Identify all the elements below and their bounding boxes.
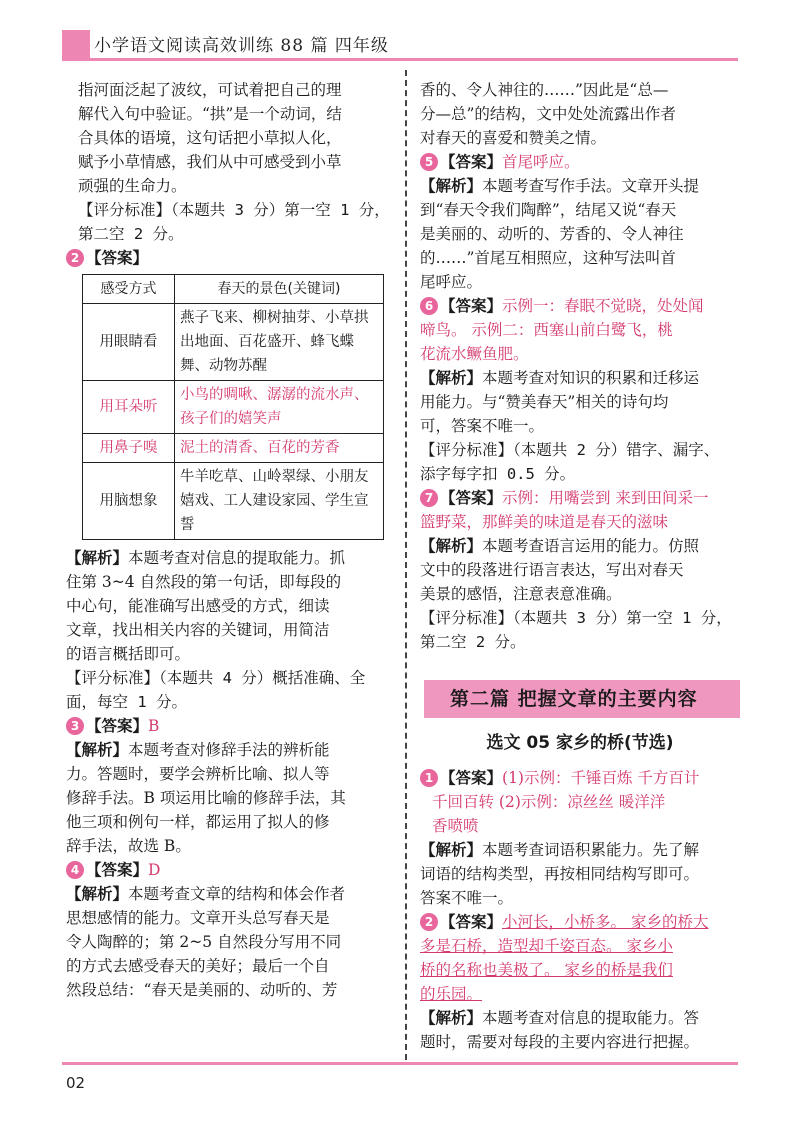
analysis-line: 辞手法，故选 B。 (66, 837, 191, 855)
analysis-line: 到“春天令我们陶醉”，结尾又说“春天 (420, 201, 677, 219)
page-header (0, 0, 800, 62)
question-number-badge: 2 (420, 913, 438, 931)
s2-analysis (420, 1006, 740, 1030)
intro-line: 合具体的语境，这句话把小草拟人化， (78, 129, 342, 147)
table-cell-scene: 牛羊吃草、山岭翠绿、小朋友嬉戏、工人建设家园、学生宣誓 (175, 463, 384, 540)
q4-continued: 分—总”的结构，文中处处流露出作者 (420, 105, 676, 123)
question-number-badge: 6 (420, 297, 438, 315)
analysis-line: 题时，需要对每段的主要内容进行把握。 (420, 1033, 700, 1051)
table-header-cell: 感受方式 (83, 275, 175, 304)
answer-label: 【答案】 (440, 296, 503, 315)
right-column (420, 78, 740, 1054)
answer-label: 【答案】 (86, 860, 149, 879)
table-cell-method: 用脑想象 (83, 463, 175, 540)
q6-analysis (420, 366, 740, 390)
analysis-line: 力。答题时，要学会辨析比喻、拟人等 (66, 765, 330, 783)
header-accent-block (62, 30, 90, 58)
question-number-badge: 3 (66, 717, 84, 735)
q1-criteria: 【评分标准】（本题共 3 分）第一空 1 分， (78, 201, 390, 219)
table-cell-scene: 燕子飞来、柳树抽芽、小草拱出地面、百花盛开、蜂飞蝶舞、动物苏醒 (175, 304, 384, 381)
question-number-badge: 4 (66, 861, 84, 879)
question-number-badge: 7 (420, 489, 438, 507)
answer-label: 【答案】 (440, 912, 503, 931)
answer-value: 示例一：春眠不觉晓，处处闻 (502, 297, 704, 315)
table-cell-method: 用耳朵听 (83, 381, 175, 434)
q6-answer (420, 294, 740, 318)
analysis-text: 本题考查对信息的提取能力。抓 (128, 549, 346, 567)
analysis-line: 词语的结构类型，再按相同结构写即可。 (420, 865, 700, 883)
analysis-label: 【解析】 (420, 840, 483, 859)
intro-line: 赋予小草情感，我们从中可感受到小草 (78, 153, 342, 171)
answer-value: 首尾呼应。 (502, 153, 580, 171)
table-cell-scene: 泥土的清香、百花的芳香 (175, 434, 384, 463)
answer-line: 啼鸟。 示例二：西塞山前白鹭飞，桃 (420, 321, 673, 339)
q3-answer (66, 714, 398, 738)
analysis-line: 他三项和例句一样，都运用了拟人的修 (66, 813, 330, 831)
q2-answer-heading (66, 246, 398, 270)
analysis-label: 【解析】 (420, 1008, 483, 1027)
analysis-line: 的方式去感受春天的美好；最后一个自 (66, 957, 330, 975)
answer-label: 【答案】 (440, 152, 503, 171)
answer-label: 【答案】 (86, 716, 149, 735)
analysis-label: 【解析】 (420, 176, 483, 195)
q5-answer (420, 150, 740, 174)
q7-answer (420, 486, 740, 510)
section-title-bar: 第二篇 把握文章的主要内容 (424, 680, 740, 718)
question-number-badge: 5 (420, 153, 438, 171)
s1-analysis (420, 838, 740, 862)
analysis-line: 是美丽的、动听的、芳香的、令人神往 (420, 225, 684, 243)
table-header-cell: 春天的景色(关键词) (175, 275, 384, 304)
analysis-text: 本题考查对修辞手法的辨析能 (128, 741, 330, 759)
page-number: 02 (66, 1074, 86, 1092)
q3-analysis (66, 738, 398, 762)
analysis-line: 的……”首尾互相照应，这种写法叫首 (420, 249, 676, 267)
answer-label: 【答案】 (440, 768, 503, 787)
answer-value: B (148, 717, 160, 735)
answer-line: 的乐园。 (420, 985, 483, 1003)
analysis-text: 本题考查文章的结构和体会作者 (128, 885, 346, 903)
analysis-label: 【解析】 (420, 368, 483, 387)
analysis-label: 【解析】 (66, 884, 129, 903)
q4-continued: 香的、令人神往的……”因此是“总— (420, 81, 669, 99)
analysis-text: 本题考查写作手法。文章开头提 (482, 177, 700, 195)
q7-analysis (420, 534, 740, 558)
book-title: 小学语文阅读高效训练 88 篇 四年级 (94, 36, 389, 56)
question-number-badge: 2 (66, 249, 84, 267)
answer-label: 【答案】 (86, 248, 149, 267)
q7-criteria: 【评分标准】（本题共 3 分）第一空 1 分， (420, 609, 732, 627)
analysis-line: 尾呼应。 (420, 273, 483, 291)
q4-answer (66, 858, 398, 882)
table-cell-method: 用眼睛看 (83, 304, 175, 381)
q4-continued: 对春天的喜爱和赞美之情。 (420, 129, 607, 147)
analysis-line: 思想感情的能力。文章开头总写春天是 (66, 909, 330, 927)
question-number-badge: 1 (420, 769, 438, 787)
analysis-text: 本题考查词语积累能力。先了解 (482, 841, 700, 859)
analysis-text: 本题考查对信息的提取能力。答 (482, 1009, 700, 1027)
q2-criteria: 【评分标准】（本题共 4 分）概括准确、全 (66, 669, 366, 687)
analysis-text: 本题考查语言运用的能力。仿照 (482, 537, 700, 555)
intro-line: 解代入句中验证。“拱”是一个动词，结 (78, 105, 342, 123)
table-cell-scene: 小鸟的啁啾、潺潺的流水声、孩子们的嬉笑声 (175, 381, 384, 434)
s2-answer (420, 910, 740, 934)
analysis-text: 本题考查对知识的积累和迁移运 (482, 369, 700, 387)
answer-line: 花流水鳜鱼肥。 (420, 345, 529, 363)
q2-analysis (66, 546, 398, 570)
table-row (83, 381, 384, 434)
intro-line: 顽强的生命力。 (78, 177, 187, 195)
answer-value: (1)示例：千锤百炼 千方百计 (502, 769, 700, 787)
q6-criteria: 添字每字扣 0.5 分。 (420, 465, 576, 483)
q6-criteria: 【评分标准】（本题共 2 分）错字、漏字、 (420, 441, 720, 459)
table-header-row (83, 275, 384, 304)
q5-analysis (420, 174, 740, 198)
q2-criteria: 面，每空 1 分。 (66, 693, 187, 711)
answer-value: 示例：用嘴尝到 来到田间采一 (502, 489, 709, 507)
left-column (66, 78, 398, 1002)
q4-analysis (66, 882, 398, 906)
senses-table (82, 274, 384, 540)
table-row (83, 434, 384, 463)
table-row (83, 463, 384, 540)
table-cell-method: 用鼻子嗅 (83, 434, 175, 463)
table-row (83, 304, 384, 381)
column-divider (405, 70, 407, 1060)
analysis-label: 【解析】 (66, 548, 129, 567)
analysis-line: 令人陶醉的；第 2~5 自然段分写用不同 (66, 933, 342, 951)
analysis-line: 中心句，能准确写出感受的方式，细读 (66, 597, 330, 615)
answer-label: 【答案】 (440, 488, 503, 507)
analysis-line: 美景的感悟，注意表意准确。 (420, 585, 622, 603)
q1-criteria: 第二空 2 分。 (78, 225, 184, 243)
analysis-label: 【解析】 (66, 740, 129, 759)
analysis-line: 文中的段落进行语言表达，写出对春天 (420, 561, 684, 579)
s1-answer (420, 766, 740, 790)
header-rule (62, 58, 738, 61)
intro-line: 指河面泛起了波纹，可试着把自己的理 (78, 81, 342, 99)
analysis-line: 修辞手法。B 项运用比喻的修辞手法，其 (66, 789, 346, 807)
analysis-line: 可，答案不唯一。 (420, 417, 545, 435)
q7-criteria: 第二空 2 分。 (420, 633, 526, 651)
analysis-line: 然段总结：“春天是美丽的、动听的、芳 (66, 981, 338, 999)
answer-value: D (148, 861, 161, 879)
analysis-line: 答案不唯一。 (420, 889, 514, 907)
analysis-label: 【解析】 (420, 536, 483, 555)
analysis-line: 用能力。与“赞美春天”相关的诗句均 (420, 393, 669, 411)
analysis-line: 住第 3~4 自然段的第一句话，即每段的 (66, 573, 342, 591)
answer-line: 千回百转 (2)示例：凉丝丝 暖洋洋 (432, 793, 666, 811)
answer-line: 桥的名称也美极了。 家乡的桥是我们 (420, 961, 673, 979)
answer-line: 香喷喷 (432, 817, 479, 835)
passage-title: 选文 05 家乡的桥(节选) (486, 733, 674, 753)
footer-rule (62, 1062, 738, 1065)
answer-line: 多是石桥，造型却千姿百态。 家乡小 (420, 937, 673, 955)
answer-value: 小河长，小桥多。 家乡的桥大 (502, 913, 709, 931)
answer-line: 篮野菜，那鲜美的味道是春天的滋味 (420, 513, 669, 531)
analysis-line: 文章，找出相关内容的关键词，用简洁 (66, 621, 330, 639)
analysis-line: 的语言概括即可。 (66, 645, 191, 663)
